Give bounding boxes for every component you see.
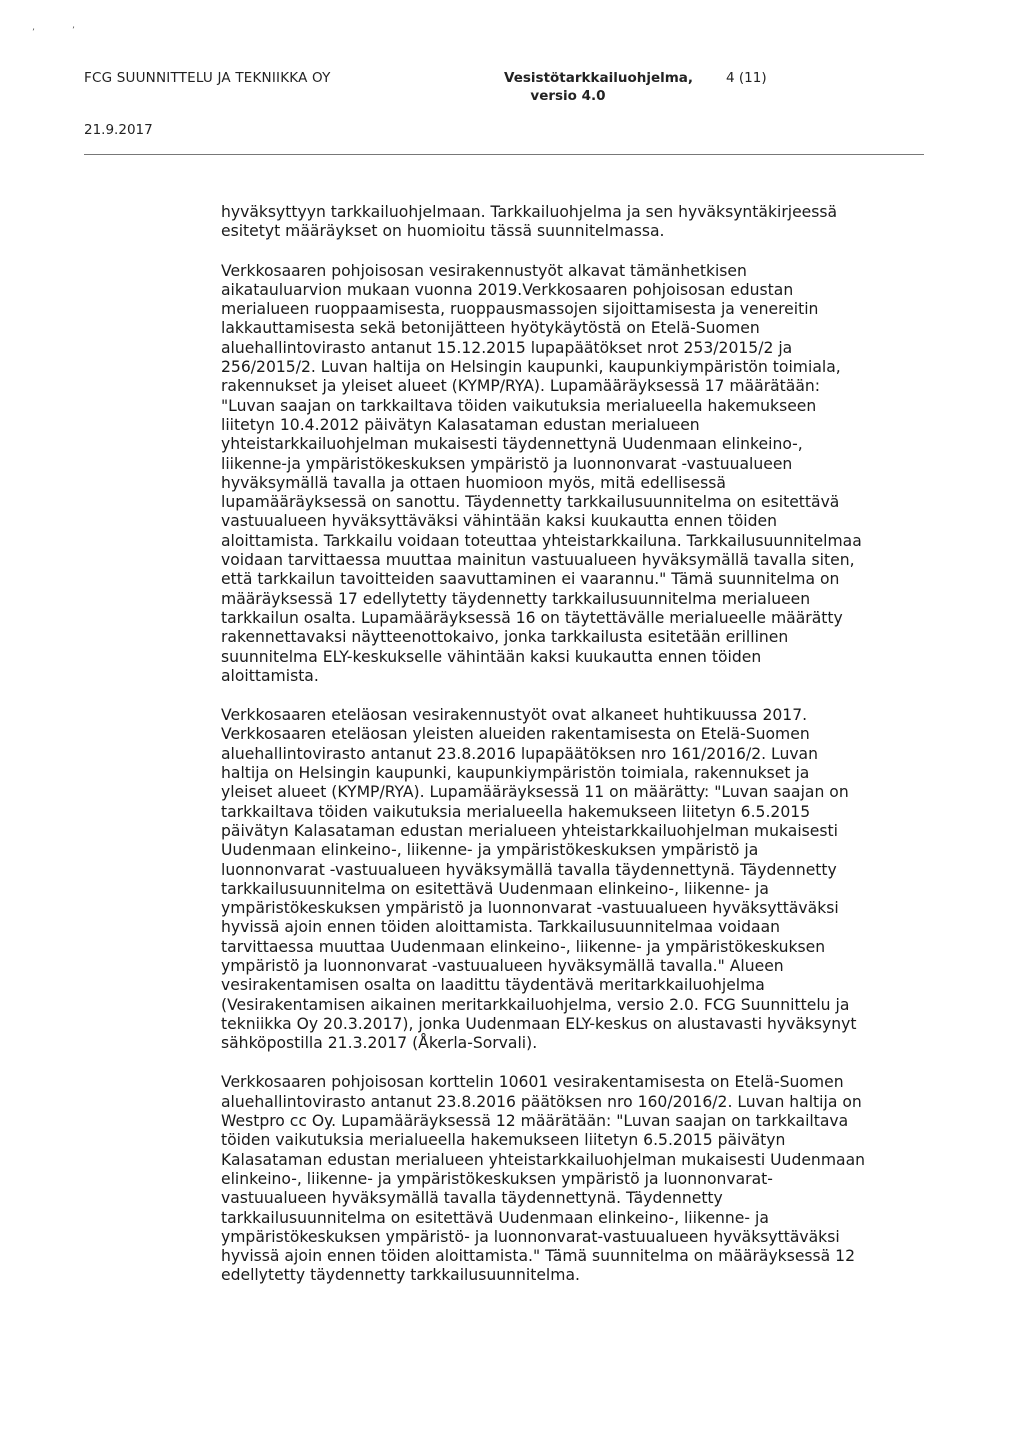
document-title: Vesistötarkkailuohjelma, (504, 70, 694, 86)
text-line: sähköpostilla 21.3.2017 (Åkerla-Sorvali). (221, 1034, 538, 1053)
text-line: aikatauluarvion mukaan vuonna 2019.Verkkosaaren pohjoisosan edustan (221, 280, 794, 299)
text-line: että tarkkailun tavoitteiden saavuttaminen ei vaarannu." Tämä suunnitelma on (221, 570, 840, 589)
text-line: "Luvan saajan on tarkkailtava töiden vaikutuksia merialueella hakemukseen (221, 396, 817, 415)
text-line: töiden vaikutuksia merialueella hakemukseen liitetyn 6.5.2015 päivätyn (221, 1131, 786, 1150)
text-line: rakennettavaksi näytteenottokaivo, jonka tarkkailusta esitetään erillinen (221, 628, 789, 647)
text-line: ympäristö ja luonnonvarat -vastuualueen hyväksymällä tavalla." Alueen (221, 956, 784, 975)
text-line: aloittamista. (221, 666, 319, 685)
text-line: lupamääräyksessä on sanottu. Täydennetty tarkkailusuunnitelma on esitettävä (221, 493, 840, 512)
text-line: tarkkailusuunnitelma on esitettävä Uudenmaan elinkeino-, liikenne- ja (221, 879, 769, 898)
text-line: aloittamista. Tarkkailu voidaan toteuttaa yhteistarkkailuna. Tarkkailusuunnitelmaa (221, 531, 862, 550)
text-line: aluehallintovirasto antanut 15.12.2015 lupapäätökset nrot 253/2015/2 ja (221, 338, 793, 357)
text-line: (Vesirakentamisen aikainen meritarkkailuohjelma, versio 2.0. FCG Suunnittelu ja (221, 995, 850, 1014)
text-line: hyvissä ajoin ennen töiden aloittamista." Tämä suunnitelma on määräyksessä 12 (221, 1247, 856, 1266)
text-line: Verkkosaaren pohjoisosan korttelin 10601 vesirakentamisesta on Etelä-Suomen (221, 1073, 844, 1092)
text-line: esitetyt määräykset on huomioitu tässä suunnitelmassa. (221, 222, 665, 241)
text-line: yhteistarkkailuohjelman mukaisesti täydennettynä Uudenmaan elinkeino-, (221, 435, 803, 454)
text-line: päivätyn Kalasataman edustan merialueen yhteistarkkailuohjelman mukaisesti (221, 821, 838, 840)
text-line: määräyksessä 17 edellytetty täydennetty tarkkailusuunnitelma merialueen (221, 589, 811, 608)
text-line: ympäristökeskuksen ympäristö ja luonnonvarat -vastuualueen hyväksyttäväksi (221, 899, 839, 918)
text-line: lakkauttamisesta sekä betonijätteen hyötykäytöstä on Etelä-Suomen (221, 319, 760, 338)
text-line: liikenne-ja ympäristökeskuksen ympäristö ja luonnonvarat -vastuualueen (221, 454, 793, 473)
text-line: tarkkailtava töiden vaikutuksia merialueella hakemukseen liitetyn 6.5.2015 (221, 802, 811, 821)
text-line: suunnitelma ELY-keskukselle vähintään kaksi kuukautta ennen töiden (221, 647, 762, 666)
scan-mark-left: ’ (32, 28, 35, 38)
text-line: edellytetty täydennetty tarkkailusuunnitelma. (221, 1266, 580, 1285)
text-line: Westpro cc Oy. Lupamääräyksessä 12 määrätään: "Luvan saajan on tarkkailtava (221, 1112, 849, 1131)
text-line: 256/2015/2. Luvan haltija on Helsingin kaupunki, kaupunkiympäristön toimiala, (221, 358, 841, 377)
text-line: haltija on Helsingin kaupunki, kaupunkiympäristön toimiala, rakennukset ja (221, 764, 810, 783)
paragraph-2 (221, 262, 921, 687)
text-line: yleiset alueet (KYMP/RYA). Lupamääräyksessä 11 on määrätty: "Luvan saajan on (221, 783, 849, 802)
text-line: hyväksyttyyn tarkkailuohjelmaan. Tarkkailuohjelma ja sen hyväksyntäkirjeessä (221, 203, 838, 221)
text-line: tarkkailusuunnitelma on esitettävä Uudenmaan elinkeino-, liikenne- ja (221, 1208, 769, 1227)
text-line: vastuualueen hyväksyttäväksi vähintään kaksi kuukautta ennen töiden (221, 512, 777, 531)
text-line: vastuualueen hyväksymällä tavalla täydennettynä. Täydennetty (221, 1189, 723, 1208)
text-line: hyväksymällä tavalla ja ottaen huomioon myös, mitä edellisessä (221, 473, 726, 492)
page-header (84, 68, 924, 168)
text-line: Uudenmaan elinkeino-, liikenne- ja ympäristökeskuksen ympäristö ja (221, 841, 759, 860)
text-line: hyvissä ajoin ennen töiden aloittamista. Tarkkailusuunnitelmaa voidaan (221, 918, 781, 937)
text-line: ympäristökeskuksen ympäristö- ja luonnonvarat-vastuualueen hyväksyttäväksi (221, 1227, 840, 1246)
text-line: aluehallintovirasto antanut 23.8.2016 lupapäätöksen nro 161/2016/2. Luvan (221, 744, 818, 763)
scan-mark-right: ’ (72, 26, 75, 36)
text-line: liitetyn 10.4.2012 päivätyn Kalasataman edustan merialueen (221, 415, 700, 434)
document-version: versio 4.0 (530, 88, 606, 104)
page-number: 4 (11) (726, 70, 767, 86)
text-line: rakennukset ja yleiset alueet (KYMP/RYA). Lupamääräyksessä 17 määrätään: (221, 377, 821, 396)
text-line: Verkkosaaren eteläosan vesirakennustyöt ovat alkaneet huhtikuussa 2017. (221, 706, 808, 725)
text-line: tekniikka Oy 20.3.2017), jonka Uudenmaan ELY-keskus on alustavasti hyväksynyt (221, 1014, 857, 1033)
text-line: merialueen ruoppaamisesta, ruoppausmassojen sijoittamisesta ja venereitin (221, 300, 819, 319)
header-divider (84, 154, 924, 155)
text-line: elinkeino-, liikenne- ja ympäristökeskuksen ympäristö ja luonnonvarat- (221, 1169, 773, 1188)
text-line: Verkkosaaren eteläosan yleisten alueiden rakentamisesta on Etelä-Suomen (221, 725, 810, 744)
document-date: 21.9.2017 (84, 122, 153, 138)
document-body (221, 203, 921, 1306)
paragraph-1 (221, 203, 921, 242)
text-line: aluehallintovirasto antanut 23.8.2016 päätöksen nro 160/2016/2. Luvan haltija on (221, 1092, 862, 1111)
company-name: FCG SUUNNITTELU JA TEKNIIKKA OY (84, 70, 331, 86)
paragraph-3 (221, 706, 921, 1053)
paragraph-4 (221, 1073, 921, 1285)
text-line: vesirakentamisen osalta on laadittu täydentävä meritarkkailuohjelma (221, 976, 765, 995)
text-line: luonnonvarat -vastuualueen hyväksymällä tavalla täydennettynä. Täydennetty (221, 860, 837, 879)
text-line: Verkkosaaren pohjoisosan vesirakennustyöt alkavat tämänhetkisen (221, 261, 747, 280)
text-line: voidaan tarvittaessa muuttaa mainitun vastuualueen hyväksymällä tavalla siten, (221, 551, 855, 570)
text-line: tarvittaessa muuttaa Uudenmaan elinkeino-, liikenne- ja ympäristökeskuksen (221, 937, 826, 956)
text-line: Kalasataman edustan merialueen yhteistarkkailuohjelman mukaisesti Uudenmaan (221, 1150, 866, 1169)
text-line: tarkkailun osalta. Lupamääräyksessä 16 on täytettävälle merialueelle määrätty (221, 608, 843, 627)
